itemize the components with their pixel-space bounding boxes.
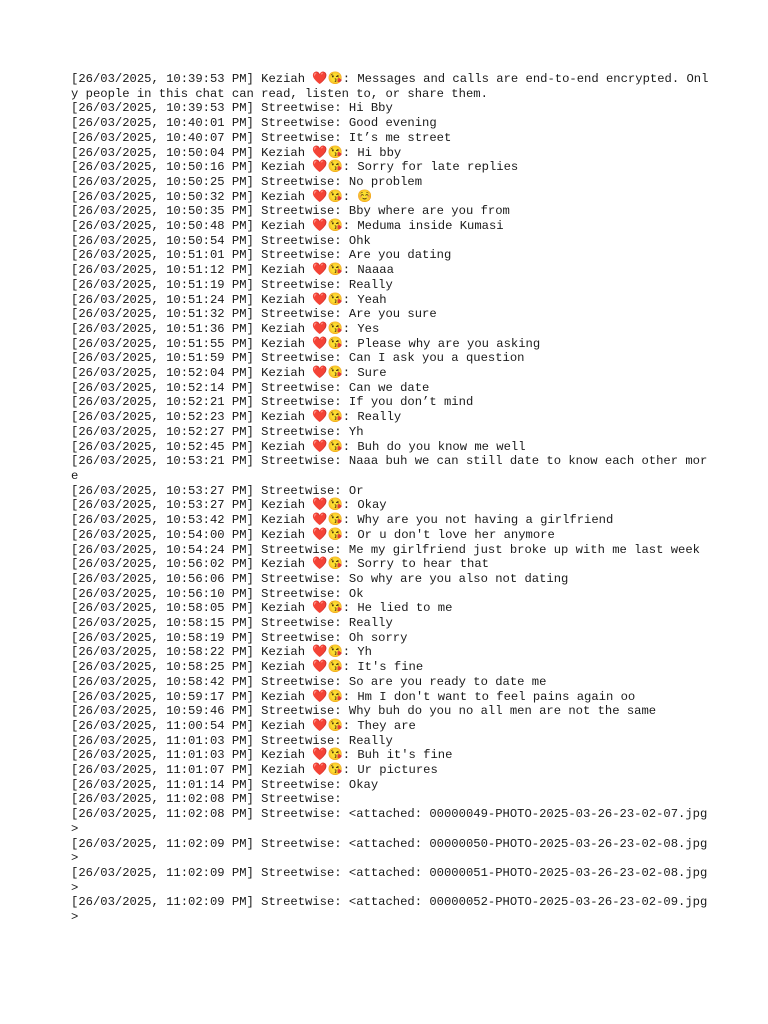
chat-transcript <box>71 72 711 925</box>
chat-message-line: [26/03/2025, 10:53:27 PM] Streetwise: Or <box>71 483 364 498</box>
chat-message-line: [26/03/2025, 10:51:24 PM] Keziah ❤️😘: Yeah <box>71 292 387 307</box>
chat-message-line: [26/03/2025, 11:00:54 PM] Keziah ❤️😘: They are <box>71 718 416 733</box>
chat-message-line: [26/03/2025, 10:40:07 PM] Streetwise: It’s me street <box>71 130 452 145</box>
chat-message-line: [26/03/2025, 10:51:55 PM] Keziah ❤️😘: Please why are you asking <box>71 336 541 351</box>
chat-message-line: [26/03/2025, 10:56:02 PM] Keziah ❤️😘: Sorry to hear that <box>71 557 489 572</box>
chat-message-line: [26/03/2025, 10:58:05 PM] Keziah ❤️😘: He lied to me <box>71 601 453 616</box>
chat-message-line: [26/03/2025, 10:40:01 PM] Streetwise: Good evening <box>71 116 437 131</box>
chat-message-line: [26/03/2025, 10:58:19 PM] Streetwise: Oh sorry <box>71 630 408 645</box>
chat-message-line: [26/03/2025, 11:01:03 PM] Keziah ❤️😘: Buh it's fine <box>71 748 453 763</box>
chat-message-line: [26/03/2025, 10:51:19 PM] Streetwise: Really <box>71 277 393 292</box>
chat-message-line: [26/03/2025, 10:53:42 PM] Keziah ❤️😘: Why are you not having a girlfriend <box>71 513 614 528</box>
chat-message-line: [26/03/2025, 10:51:59 PM] Streetwise: Can I ask you a question <box>71 351 525 366</box>
chat-message-line: [26/03/2025, 10:52:23 PM] Keziah ❤️😘: Really <box>71 410 402 425</box>
chat-message-line: [26/03/2025, 10:52:21 PM] Streetwise: If you don’t mind <box>71 395 474 410</box>
chat-message-line: [26/03/2025, 10:39:53 PM] Keziah ❤️😘: Messages and calls are end-to-end encrypted. Only people in this chat can read, listen to, or share them. <box>71 72 709 101</box>
chat-message-line: [26/03/2025, 10:50:48 PM] Keziah ❤️😘: Meduma inside Kumasi <box>71 219 504 234</box>
chat-message-line: [26/03/2025, 10:53:21 PM] Streetwise: Naaa buh we can still date to know each other more <box>71 454 708 483</box>
chat-message-line: [26/03/2025, 10:58:15 PM] Streetwise: Really <box>71 616 393 631</box>
chat-message-line: [26/03/2025, 10:59:17 PM] Keziah ❤️😘: Hm I don't want to feel pains again oo <box>71 689 636 704</box>
chat-message-line: [26/03/2025, 10:50:16 PM] Keziah ❤️😘: Sorry for late replies <box>71 160 519 175</box>
chat-message-line: [26/03/2025, 10:56:10 PM] Streetwise: Ok <box>71 586 364 601</box>
chat-message-line: [26/03/2025, 10:52:45 PM] Keziah ❤️😘: Buh do you know me well <box>71 439 526 454</box>
chat-message-line: [26/03/2025, 10:58:22 PM] Keziah ❤️😘: Yh <box>71 645 372 660</box>
chat-message-line: [26/03/2025, 10:50:35 PM] Streetwise: Bby where are you from <box>71 204 510 219</box>
chat-message-line: [26/03/2025, 11:01:03 PM] Streetwise: Really <box>71 733 393 748</box>
chat-message-line: [26/03/2025, 10:52:14 PM] Streetwise: Can we date <box>71 380 430 395</box>
chat-message-line: [26/03/2025, 10:50:54 PM] Streetwise: Ohk <box>71 233 371 248</box>
chat-message-line: [26/03/2025, 11:02:08 PM] Streetwise: <attached: 00000049-PHOTO-2025-03-26-23-02-07.jpg> <box>71 807 708 836</box>
chat-message-line: [26/03/2025, 10:58:42 PM] Streetwise: So are you ready to date me <box>71 674 547 689</box>
chat-message-line: [26/03/2025, 11:02:09 PM] Streetwise: <attached: 00000050-PHOTO-2025-03-26-23-02-08.jpg> <box>71 836 708 866</box>
chat-message-line: [26/03/2025, 10:54:00 PM] Keziah ❤️😘: Or u don't love her anymore <box>71 527 555 542</box>
chat-message-line: [26/03/2025, 10:56:06 PM] Streetwise: So why are you also not dating <box>71 571 569 586</box>
chat-message-line: [26/03/2025, 11:02:09 PM] Streetwise: <attached: 00000052-PHOTO-2025-03-26-23-02-09.jpg> <box>71 895 708 925</box>
chat-message-line: [26/03/2025, 10:59:46 PM] Streetwise: Why buh do you no all men are not the same <box>71 704 657 719</box>
chat-message-line: [26/03/2025, 11:01:14 PM] Streetwise: Okay <box>71 777 379 792</box>
chat-message-line: [26/03/2025, 10:51:01 PM] Streetwise: Are you dating <box>71 248 452 263</box>
chat-message-line: [26/03/2025, 10:50:25 PM] Streetwise: No problem <box>71 174 423 189</box>
chat-message-line: [26/03/2025, 10:53:27 PM] Keziah ❤️😘: Okay <box>71 498 387 513</box>
chat-message-line: [26/03/2025, 10:52:27 PM] Streetwise: Yh <box>71 424 364 439</box>
chat-message-line: [26/03/2025, 10:51:36 PM] Keziah ❤️😘: Yes <box>71 321 380 336</box>
chat-message-line: [26/03/2025, 10:58:25 PM] Keziah ❤️😘: It's fine <box>71 660 424 675</box>
chat-message-line: [26/03/2025, 10:50:04 PM] Keziah ❤️😘: Hi bby <box>71 145 402 160</box>
chat-message-line: [26/03/2025, 10:51:12 PM] Keziah ❤️😘: Naaaa <box>71 263 394 278</box>
chat-message-line: [26/03/2025, 10:50:32 PM] Keziah ❤️😘: ☺️ <box>71 189 373 204</box>
chat-message-line: [26/03/2025, 11:01:07 PM] Keziah ❤️😘: Ur pictures <box>71 763 438 778</box>
chat-message-line: [26/03/2025, 11:02:08 PM] Streetwise: <box>71 792 342 807</box>
chat-message-line: [26/03/2025, 10:51:32 PM] Streetwise: Are you sure <box>71 307 437 322</box>
chat-message-line: [26/03/2025, 11:02:09 PM] Streetwise: <attached: 00000051-PHOTO-2025-03-26-23-02-08.jpg> <box>71 865 708 895</box>
chat-message-line: [26/03/2025, 10:54:24 PM] Streetwise: Me my girlfriend just broke up with me last week <box>71 542 700 557</box>
chat-message-line: [26/03/2025, 10:52:04 PM] Keziah ❤️😘: Sure <box>71 366 387 381</box>
chat-message-line: [26/03/2025, 10:39:53 PM] Streetwise: Hi Bby <box>71 101 393 116</box>
